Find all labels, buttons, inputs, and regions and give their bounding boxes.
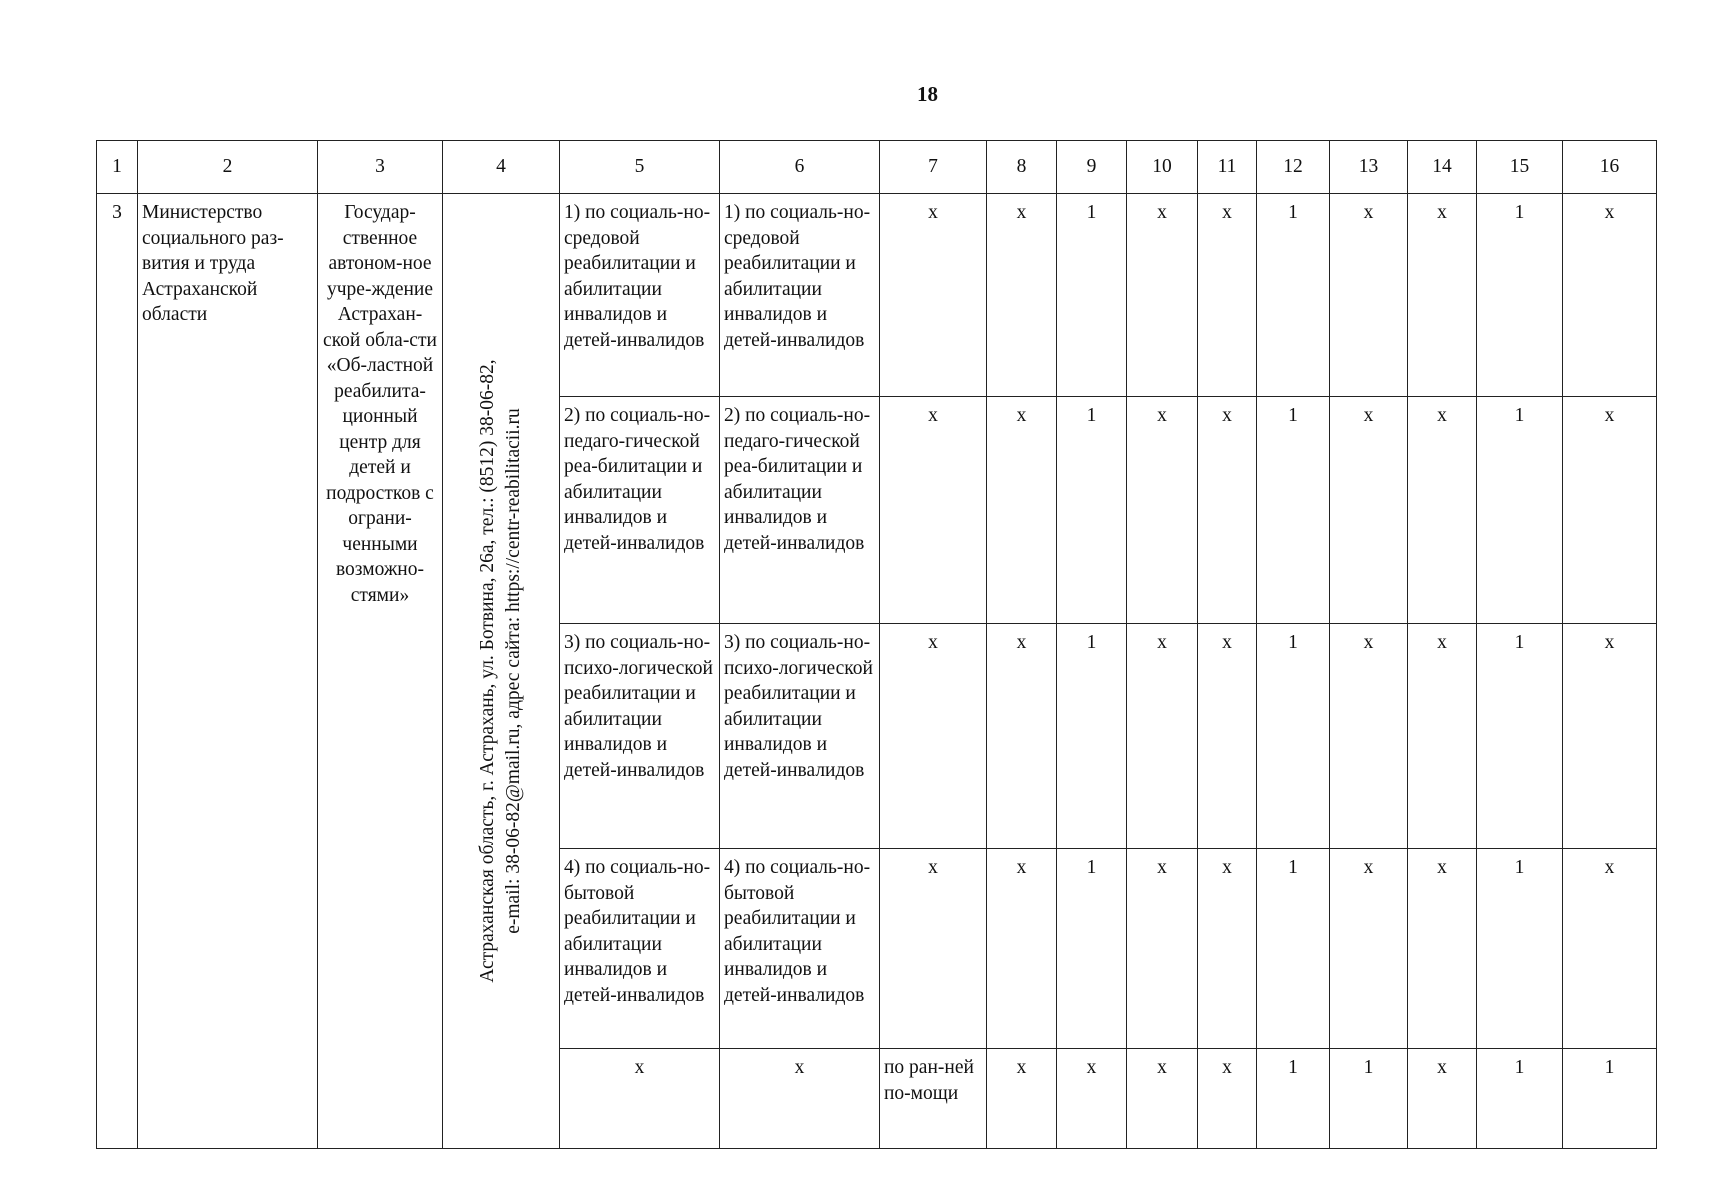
value-cell: 1 <box>1257 849 1330 1049</box>
header-cell: 16 <box>1563 141 1657 194</box>
header-row <box>97 141 1657 194</box>
value-cell: 1 <box>1057 849 1127 1049</box>
service-cell: 1) по социаль-но-средовой реабилитации и абилитации инвалидов и детей-инвалидов <box>720 194 880 397</box>
header-cell: 10 <box>1127 141 1198 194</box>
value-cell: 1 <box>1477 397 1563 624</box>
value-cell: по ран-ней по-мощи <box>880 1049 987 1149</box>
header-cell: 11 <box>1198 141 1257 194</box>
value-cell: 1 <box>1563 1049 1657 1149</box>
service-cell: х <box>560 1049 720 1149</box>
value-cell: 1 <box>1257 1049 1330 1149</box>
value-cell: х <box>1408 194 1477 397</box>
address-cell <box>443 194 560 1149</box>
value-cell: х <box>987 849 1057 1049</box>
value-cell: 1 <box>1257 624 1330 849</box>
value-cell: х <box>1057 1049 1127 1149</box>
header-cell: 2 <box>138 141 318 194</box>
value-cell: х <box>1330 397 1408 624</box>
header-cell: 3 <box>318 141 443 194</box>
value-cell: х <box>1127 1049 1198 1149</box>
value-cell: 1 <box>1257 194 1330 397</box>
value-cell: х <box>987 1049 1057 1149</box>
value-cell: 1 <box>1057 397 1127 624</box>
value-cell: 1 <box>1057 624 1127 849</box>
value-cell: х <box>1408 849 1477 1049</box>
header-cell: 8 <box>987 141 1057 194</box>
value-cell: 1 <box>1330 1049 1408 1149</box>
service-cell: 4) по социаль-но-бытовой реабилитации и абилитации инвалидов и детей-инвалидов <box>560 849 720 1049</box>
value-cell: х <box>987 397 1057 624</box>
page-number: 18 <box>917 82 938 106</box>
value-cell: х <box>880 624 987 849</box>
value-cell: х <box>1198 194 1257 397</box>
value-cell: х <box>1127 624 1198 849</box>
address-line: Астраханская область, г. Астрахань, ул. Ботвина, 26а, тел.: (8512) 38-06-82, <box>477 359 498 983</box>
institution-cell: Государ-ственное автоном-ное учре-ждение Астрахан-ской обла-сти «Об-ластной реабилита-ционный центр для детей и подростков с ограни-ченными возможно-стями» <box>318 194 443 1149</box>
value-cell: х <box>1127 397 1198 624</box>
value-cell: х <box>1330 194 1408 397</box>
service-cell: 1) по социаль-но-средовой реабилитации и абилитации инвалидов и детей-инвалидов <box>560 194 720 397</box>
value-cell: х <box>1563 849 1657 1049</box>
row-number-cell: 3 <box>97 194 138 1149</box>
value-cell: х <box>987 624 1057 849</box>
services-table <box>96 140 1657 1149</box>
value-cell: 1 <box>1477 194 1563 397</box>
service-cell: х <box>720 1049 880 1149</box>
value-cell: х <box>1198 624 1257 849</box>
value-cell: х <box>1408 397 1477 624</box>
header-cell: 15 <box>1477 141 1563 194</box>
service-cell: 2) по социаль-но-педаго-гической реа-билитации и абилитации инвалидов и детей-инвалидов <box>720 397 880 624</box>
header-cell: 9 <box>1057 141 1127 194</box>
value-cell: х <box>1198 397 1257 624</box>
header-cell: 12 <box>1257 141 1330 194</box>
value-cell: 1 <box>1257 397 1330 624</box>
value-cell: х <box>1408 624 1477 849</box>
service-cell: 4) по социаль-но-бытовой реабилитации и абилитации инвалидов и детей-инвалидов <box>720 849 880 1049</box>
header-cell: 7 <box>880 141 987 194</box>
value-cell: х <box>1198 1049 1257 1149</box>
value-cell: 1 <box>1057 194 1127 397</box>
value-cell: 1 <box>1477 624 1563 849</box>
value-cell: 1 <box>1477 849 1563 1049</box>
service-cell: 3) по социаль-но-психо-логической реабилитации и абилитации инвалидов и детей-инвалидов <box>560 624 720 849</box>
value-cell: х <box>1408 1049 1477 1149</box>
value-cell: х <box>1127 194 1198 397</box>
value-cell: х <box>880 849 987 1049</box>
value-cell: х <box>987 194 1057 397</box>
table-row <box>97 194 1657 397</box>
value-cell: 1 <box>1477 1049 1563 1149</box>
address-text <box>475 321 527 1021</box>
value-cell: х <box>880 194 987 397</box>
header-cell: 1 <box>97 141 138 194</box>
header-cell: 4 <box>443 141 560 194</box>
header-cell: 6 <box>720 141 880 194</box>
value-cell: х <box>1330 849 1408 1049</box>
header-cell: 14 <box>1408 141 1477 194</box>
value-cell: х <box>1563 194 1657 397</box>
value-cell: х <box>1330 624 1408 849</box>
service-cell: 2) по социаль-но-педаго-гической реа-билитации и абилитации инвалидов и детей-инвалидов <box>560 397 720 624</box>
ministry-cell: Министерство социального раз-вития и труда Астраханской области <box>138 194 318 1149</box>
value-cell: х <box>1198 849 1257 1049</box>
value-cell: х <box>1563 624 1657 849</box>
value-cell: х <box>880 397 987 624</box>
contact-line: e-mail: 38-06-82@mail.ru, адрес сайта: https://centr-reabilitacii.ru <box>503 408 524 934</box>
header-cell: 13 <box>1330 141 1408 194</box>
value-cell: х <box>1127 849 1198 1049</box>
service-cell: 3) по социаль-но-психо-логической реабилитации и абилитации инвалидов и детей-инвалидов <box>720 624 880 849</box>
value-cell: х <box>1563 397 1657 624</box>
header-cell: 5 <box>560 141 720 194</box>
